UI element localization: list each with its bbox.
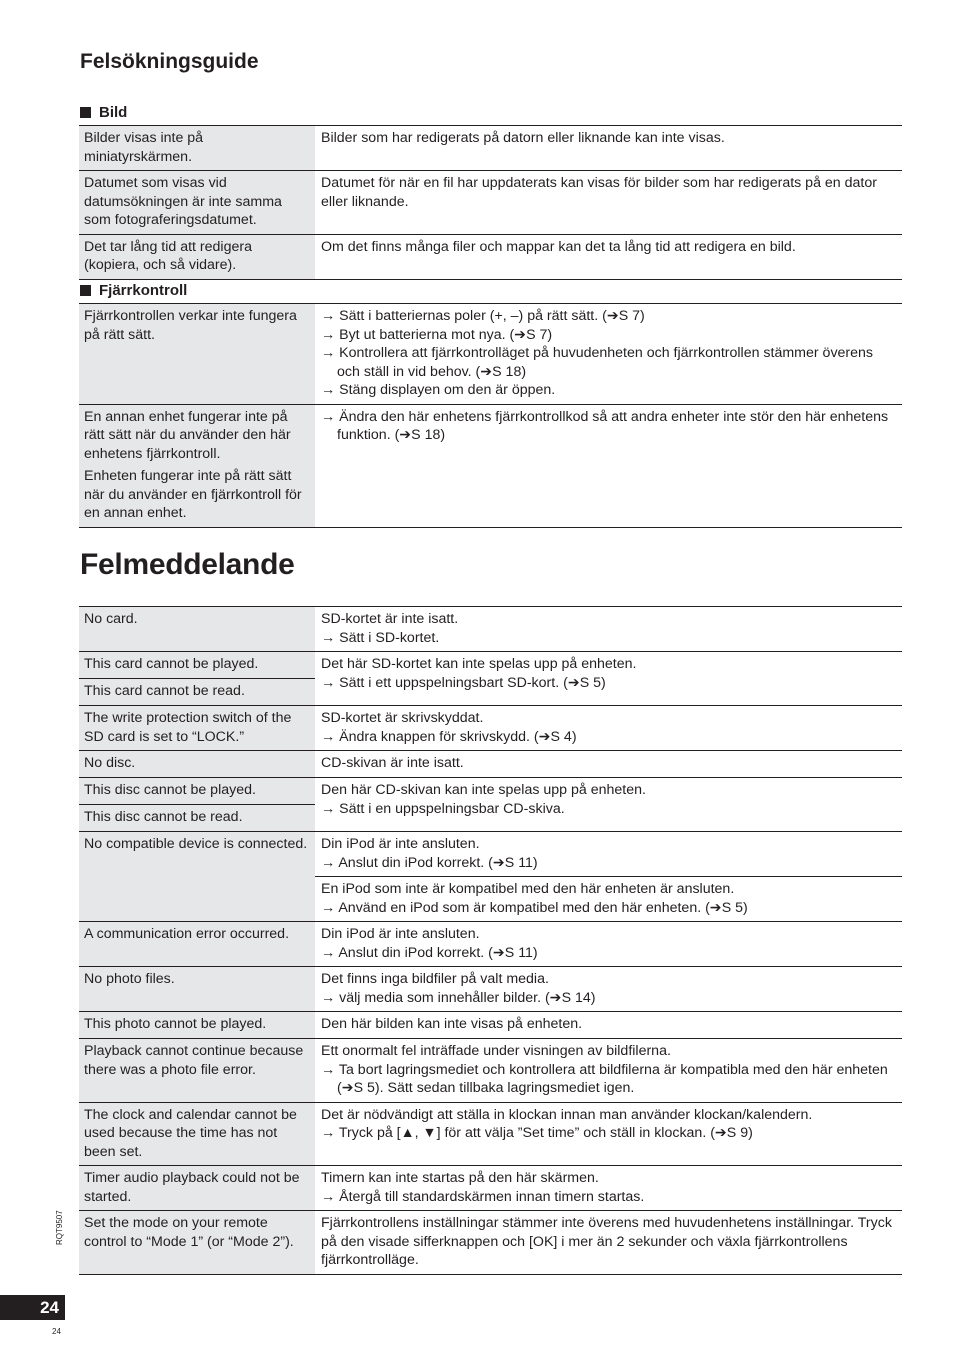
table-row <box>79 607 902 652</box>
table-row <box>79 967 902 1012</box>
table-row <box>79 404 902 527</box>
subsection-title: Fjärrkontroll <box>99 282 188 299</box>
table-row <box>79 126 902 171</box>
solution-cell: Det finns inga bildfiler på valt media. → välj media som innehåller bilder. (➔S 14) <box>315 967 902 1012</box>
page-title: Felmeddelande <box>80 548 295 581</box>
subsection-remote <box>80 282 187 299</box>
solution-cell: → Sätt i batteriernas poler (+, –) på rätt sätt. (➔S 7) → Byt ut batterierna mot nya. (➔S 7) → Kontrollera att fjärrkontrolläget på huvudenheten och fjärrkontrollen stämmer överens och ställ in vid behov. (➔S 18) → Stäng displayen om den är öppen. <box>315 304 902 405</box>
table-row <box>79 1166 902 1211</box>
section-heading-troubleshooting: Felsökningsguide <box>80 50 259 73</box>
page-number: 24 <box>0 1295 65 1320</box>
table-row <box>79 234 902 279</box>
solution-cell: SD-kortet är inte isatt. → Sätt i SD-kortet. <box>315 607 902 652</box>
solution-cell: Timern kan inte startas på den här skärmen. → Återgå till standardskärmen innan timern startas. <box>315 1166 902 1211</box>
solution-cell: En iPod som inte är kompatibel med den här enheten är ansluten. → Använd en iPod som är kompatibel med den här enheten. (➔S 5) <box>315 877 902 922</box>
error-message-cell: Timer audio playback could not be started. <box>79 1166 315 1211</box>
error-message-cell: No photo files. <box>79 967 315 1012</box>
problem-cell: Fjärrkontrollen verkar inte fungera på rätt sätt. <box>79 304 315 405</box>
table-row <box>79 1211 902 1275</box>
solution-cell: Bilder som har redigerats på datorn eller liknande kan inte visas. <box>315 126 902 171</box>
error-message-cell: A communication error occurred. <box>79 922 315 967</box>
solution-cell: → Ändra den här enhetens fjärrkontrollkod så att andra enheter inte stör den här enhetens funktion. (➔S 18) <box>315 404 902 527</box>
table-row <box>79 706 902 751</box>
error-message-cell: No compatible device is connected. <box>79 832 315 922</box>
solution-cell: CD-skivan är inte isatt. <box>315 751 902 778</box>
error-message-cell: This photo cannot be played. <box>79 1012 315 1039</box>
error-message-cell: This card cannot be played. <box>79 652 315 679</box>
table-row <box>79 751 902 778</box>
page-number-small: 24 <box>52 1327 61 1336</box>
problem-cell: Det tar lång tid att redigera (kopiera, och så vidare). <box>79 234 315 279</box>
table-row <box>79 922 902 967</box>
error-message-cell: Set the mode on your remote control to “Mode 1” (or “Mode 2”). <box>79 1211 315 1275</box>
table-row <box>79 1102 902 1166</box>
problem-cell: Bilder visas inte på miniatyrskärmen. <box>79 126 315 171</box>
problem-cell: En annan enhet fungerar inte på rätt sätt när du använder den här enhetens fjärrkontroll. Enheten fungerar inte på rätt sätt när du använder en fjärrkontroll för en annan enhet. <box>79 404 315 527</box>
table-row <box>79 304 902 405</box>
solution-cell: Den här CD-skivan kan inte spelas upp på enheten. → Sätt i en uppspelningsbar CD-skiva. <box>315 778 902 832</box>
error-table <box>79 606 902 1275</box>
square-bullet-icon <box>80 107 91 118</box>
error-message-cell: This disc cannot be read. <box>79 805 315 832</box>
table-row <box>79 1039 902 1103</box>
document-code: RQT9507 <box>55 1210 64 1245</box>
table-row <box>79 778 902 805</box>
error-message-cell: No disc. <box>79 751 315 778</box>
subsection-bild <box>80 104 127 121</box>
table-row <box>79 1012 902 1039</box>
solution-cell: Datumet för när en fil har uppdaterats kan visas för bilder som har redigerats på en dator eller liknande. <box>315 171 902 235</box>
solution-cell: Din iPod är inte ansluten. → Anslut din iPod korrekt. (➔S 11) <box>315 832 902 877</box>
problem-cell: Datumet som visas vid datumsökningen är inte samma som fotograferingsdatumet. <box>79 171 315 235</box>
error-message-cell: This disc cannot be played. <box>79 778 315 805</box>
solution-cell: Fjärrkontrollens inställningar stämmer inte överens med huvudenhetens inställningar. Tryck på den visade sifferknappen och [OK] i mer än 2 sekunder och växla fjärrkontrollens fjärrkontrolläge. <box>315 1211 902 1275</box>
bild-table <box>79 125 902 280</box>
subsection-title: Bild <box>99 104 128 121</box>
error-message-cell: The clock and calendar cannot be used because the time has not been set. <box>79 1102 315 1166</box>
square-bullet-icon <box>80 285 91 296</box>
table-row <box>79 832 902 877</box>
error-message-cell: No card. <box>79 607 315 652</box>
solution-cell: Det här SD-kortet kan inte spelas upp på enheten. → Sätt i ett uppspelningsbart SD-kort. (➔S 5) <box>315 652 902 706</box>
solution-cell: Om det finns många filer och mappar kan det ta lång tid att redigera en bild. <box>315 234 902 279</box>
error-message-cell: The write protection switch of the SD card is set to “LOCK.” <box>79 706 315 751</box>
solution-cell: Det är nödvändigt att ställa in klockan innan man använder klockan/kalendern. → Tryck på [▲, ▼] för att välja ”Set time” och ställ in klockan. (➔S 9) <box>315 1102 902 1166</box>
solution-cell: SD-kortet är skrivskyddat. → Ändra knappen för skrivskydd. (➔S 4) <box>315 706 902 751</box>
error-message-cell: This card cannot be read. <box>79 679 315 706</box>
remote-table <box>79 303 902 528</box>
table-row <box>79 171 902 235</box>
table-row <box>79 652 902 679</box>
error-message-cell: Playback cannot continue because there was a photo file error. <box>79 1039 315 1103</box>
solution-cell: Den här bilden kan inte visas på enheten. <box>315 1012 902 1039</box>
solution-cell: Din iPod är inte ansluten. → Anslut din iPod korrekt. (➔S 11) <box>315 922 902 967</box>
solution-cell: Ett onormalt fel inträffade under visningen av bildfilerna. → Ta bort lagringsmediet och kontrollera att bildfilerna är kompatibla med den här enheten (➔S 5). Sätt sedan tillbaka lagringsmediet igen. <box>315 1039 902 1103</box>
